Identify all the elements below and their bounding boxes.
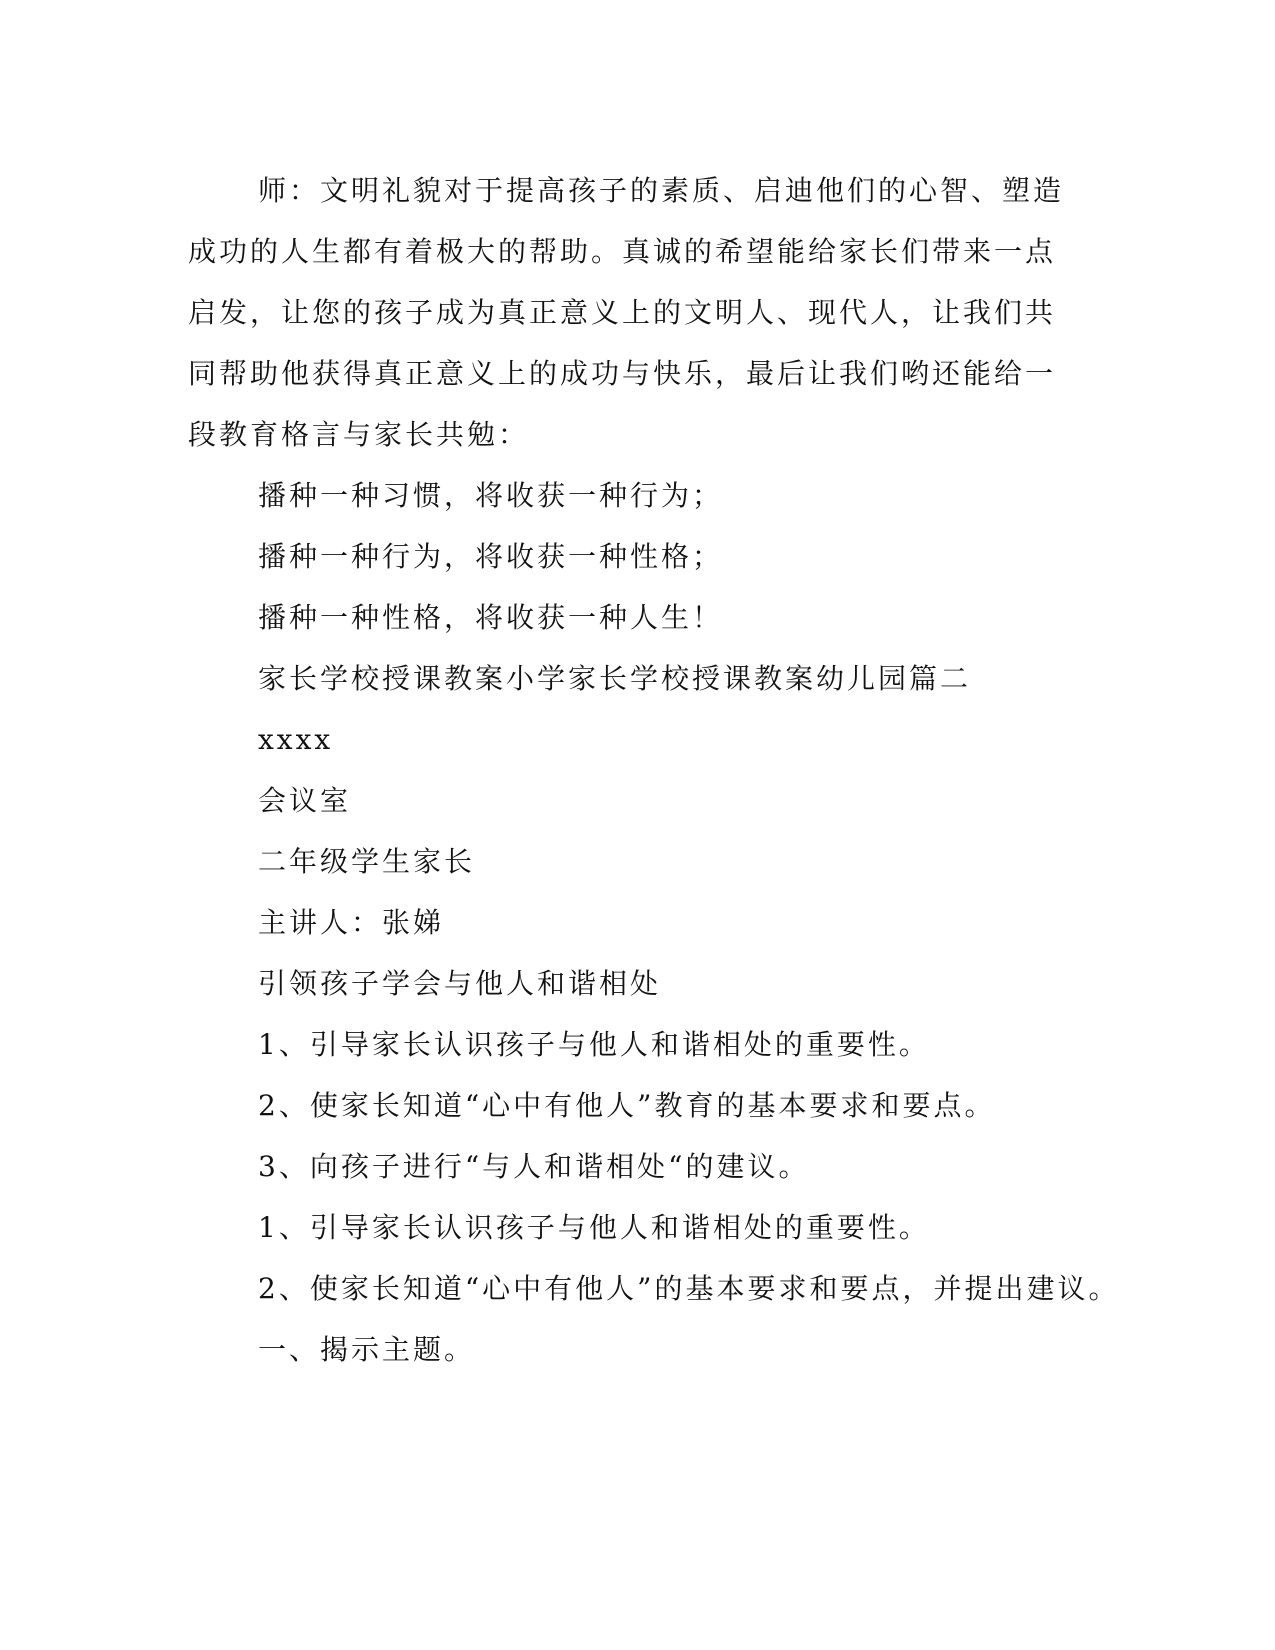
process-step-1: 一、揭示主题。: [258, 1333, 476, 1366]
key-point-item-1: 1、引导家长认识孩子与他人和谐相处的重要性。: [258, 1211, 930, 1244]
location-field: 会议室: [258, 784, 352, 817]
motto-line-2: 播种一种行为，将收获一种性格；: [258, 540, 724, 573]
lesson-title: 引领孩子学会与他人和谐相处: [258, 967, 662, 1000]
document-body: [188, 160, 1120, 1380]
section-heading: 家长学校授课教案小学家长学校授课教案幼儿园篇二: [258, 662, 972, 695]
goal-item-2: 2、使家长知道“心中有他人”教育的基本要求和要点。: [258, 1089, 996, 1122]
motto-line-3: 播种一种性格，将收获一种人生！: [258, 601, 724, 634]
goal-item-3: 3、向孩子进行“与人和谐相处“的建议。: [258, 1150, 810, 1183]
goal-item-1: 1、引导家长认识孩子与他人和谐相处的重要性。: [258, 1028, 930, 1061]
motto-line-1: 播种一种习惯，将收获一种行为；: [258, 479, 724, 512]
audience-field: 二年级学生家长: [258, 845, 476, 878]
speaker-field: 主讲人：张娣: [258, 906, 445, 939]
time-field: xxxx: [258, 723, 334, 756]
intro-paragraph: 师：文明礼貌对于提高孩子的素质、启迪他们的心智、塑造成功的人生都有着极大的帮助。真诚的希望能给家长们带来一点启发，让您的孩子成为真正意义上的文明人、现代人，让我们共同帮助他获得真正意义上的成功与快乐，最后让我们哟还能给一段教育格言与家长共勉：: [188, 174, 1065, 451]
key-point-item-2: 2、使家长知道“心中有他人”的基本要求和要点，并提出建议。: [258, 1272, 1120, 1305]
